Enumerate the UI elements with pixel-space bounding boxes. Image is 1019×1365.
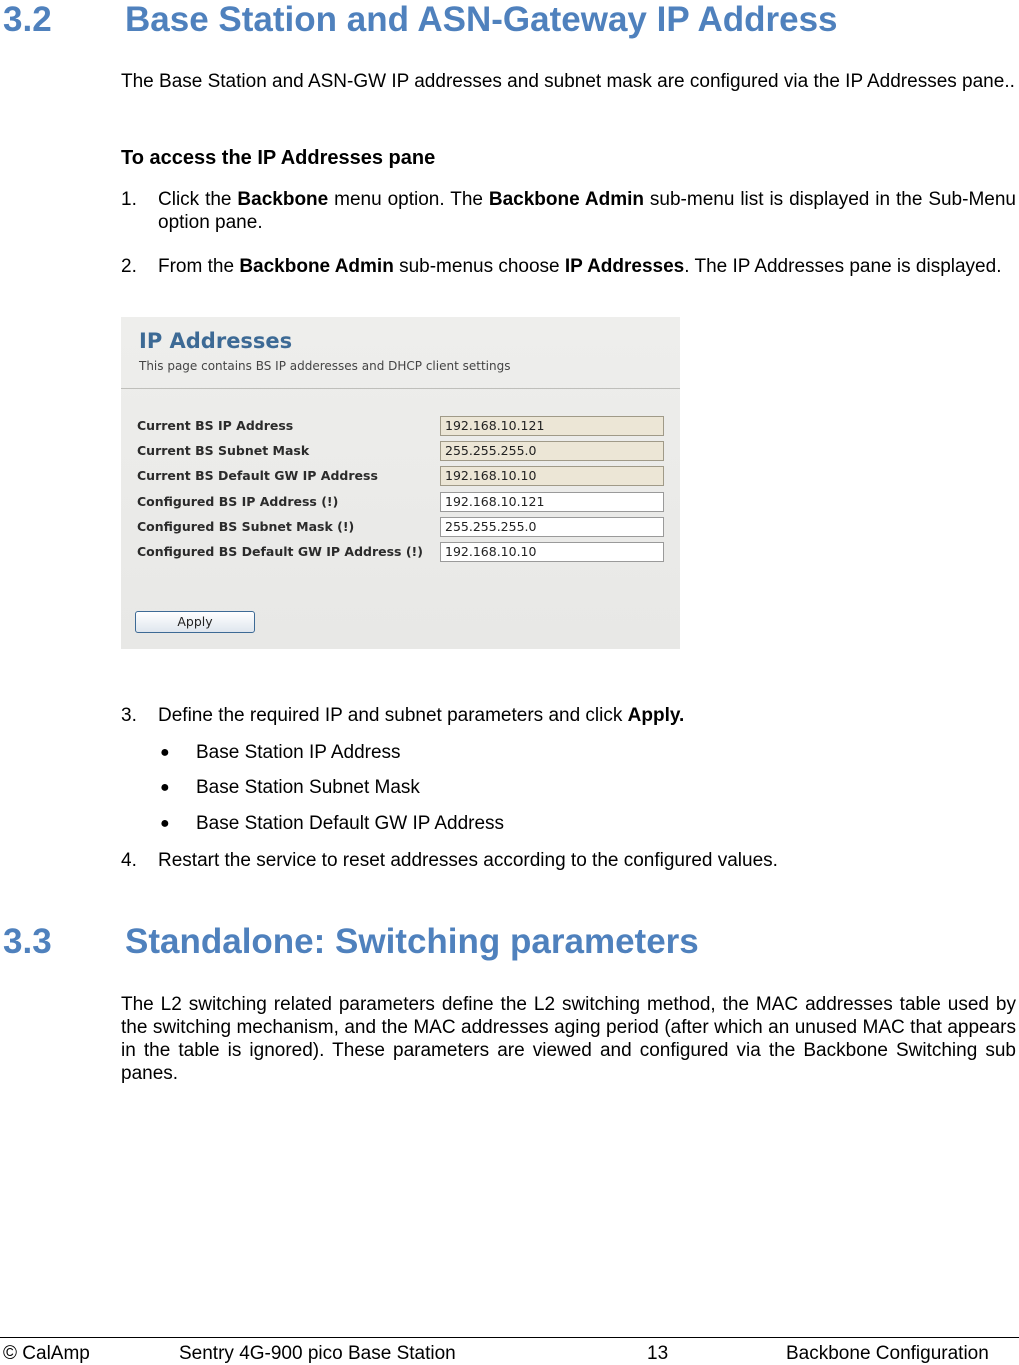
field-label: Current BS IP Address	[137, 418, 294, 433]
section-heading	[3, 922, 1003, 962]
step-number: 3.	[121, 705, 137, 726]
text: menu option. The	[328, 189, 489, 210]
footer-copyright: © CalAmp	[3, 1343, 90, 1364]
section-title: Standalone: Switching parameters	[125, 922, 699, 961]
section-number: 3.3	[3, 922, 52, 961]
field-row-current-mask	[137, 441, 667, 461]
text: . The IP Addresses pane is displayed.	[684, 256, 1002, 277]
bullet-text: Base Station Default GW IP Address	[196, 813, 505, 834]
bullet-text: Base Station IP Address	[196, 742, 401, 763]
pane-description: This page contains BS IP adderesses and DHCP client settings	[139, 359, 511, 373]
field-row-configured-gw	[137, 542, 667, 562]
text: Define the required IP and subnet parameters and click	[158, 705, 628, 726]
step-text: Restart the service to reset addresses according to the configured values.	[158, 850, 778, 871]
text: sub-menus choose	[393, 256, 565, 277]
ip-addresses-screenshot	[121, 317, 680, 649]
current-ip-field: 192.168.10.121	[440, 416, 664, 436]
field-row-configured-mask	[137, 517, 667, 537]
bullet-item	[160, 741, 401, 764]
field-label: Current BS Subnet Mask	[137, 443, 310, 458]
text: From the	[158, 256, 240, 277]
footer-product: Sentry 4G-900 pico Base Station	[179, 1343, 456, 1364]
step-2	[121, 255, 1016, 278]
pane-title: IP Addresses	[139, 329, 293, 353]
field-row-configured-ip	[137, 492, 667, 512]
step-text	[158, 255, 1016, 278]
footer-divider	[0, 1337, 1019, 1338]
step-text	[158, 704, 1016, 727]
procedure-title: To access the IP Addresses pane	[121, 147, 436, 169]
text: Click the	[158, 189, 238, 210]
text: sub-menu list is displayed in the Sub-Menu option pane.	[158, 189, 1016, 233]
step-number: 1.	[121, 189, 137, 210]
intro-paragraph: The Base Station and ASN-GW IP addresses and subnet mask are configured via the IP Addresses pane..	[121, 71, 1015, 92]
configured-mask-input[interactable]: 255.255.255.0	[440, 517, 664, 537]
configured-gw-input[interactable]: 192.168.10.10	[440, 542, 664, 562]
section-title: Base Station and ASN-Gateway IP Address	[125, 0, 838, 39]
bullet-text: Base Station Subnet Mask	[196, 777, 420, 798]
section-body: The L2 switching related parameters define the L2 switching method, the MAC addresses table used by the switching mechanism, and the MAC addresses aging period (after which an unused MAC that appears in the table is ignored). These parameters are viewed and configured via the Backbone Switching sub panes.	[121, 994, 1016, 1084]
footer-chapter: Backbone Configuration	[786, 1343, 989, 1364]
bullet-item	[160, 812, 504, 835]
step-number: 4.	[121, 850, 137, 871]
bullet-icon: ●	[160, 779, 170, 796]
step-1	[121, 188, 1016, 234]
bold-text: Backbone	[237, 189, 329, 210]
step-4	[121, 849, 1016, 872]
apply-button[interactable]: Apply	[135, 611, 255, 633]
field-label: Configured BS IP Address (!)	[137, 494, 339, 509]
step-text	[158, 188, 1016, 234]
bullet-icon: ●	[160, 815, 170, 832]
section-number: 3.2	[3, 0, 52, 39]
bold-text: Backbone Admin	[239, 256, 394, 277]
field-row-current-ip	[137, 416, 667, 436]
bold-text: Apply.	[627, 705, 685, 726]
step-3	[121, 704, 1016, 727]
current-gw-field: 192.168.10.10	[440, 466, 664, 486]
field-label: Configured BS Default GW IP Address (!)	[137, 544, 423, 559]
bullet-icon: ●	[160, 744, 170, 761]
bullet-item	[160, 776, 420, 799]
bold-text: Backbone Admin	[488, 189, 644, 210]
bold-text: IP Addresses	[564, 256, 685, 277]
divider	[121, 388, 680, 389]
field-label: Configured BS Subnet Mask (!)	[137, 519, 355, 534]
current-mask-field: 255.255.255.0	[440, 441, 664, 461]
section-heading	[3, 0, 1003, 40]
configured-ip-input[interactable]: 192.168.10.121	[440, 492, 664, 512]
field-label: Current BS Default GW IP Address	[137, 468, 378, 483]
footer-page-number: 13	[647, 1343, 669, 1364]
step-number: 2.	[121, 256, 137, 277]
field-row-current-gw	[137, 466, 667, 486]
